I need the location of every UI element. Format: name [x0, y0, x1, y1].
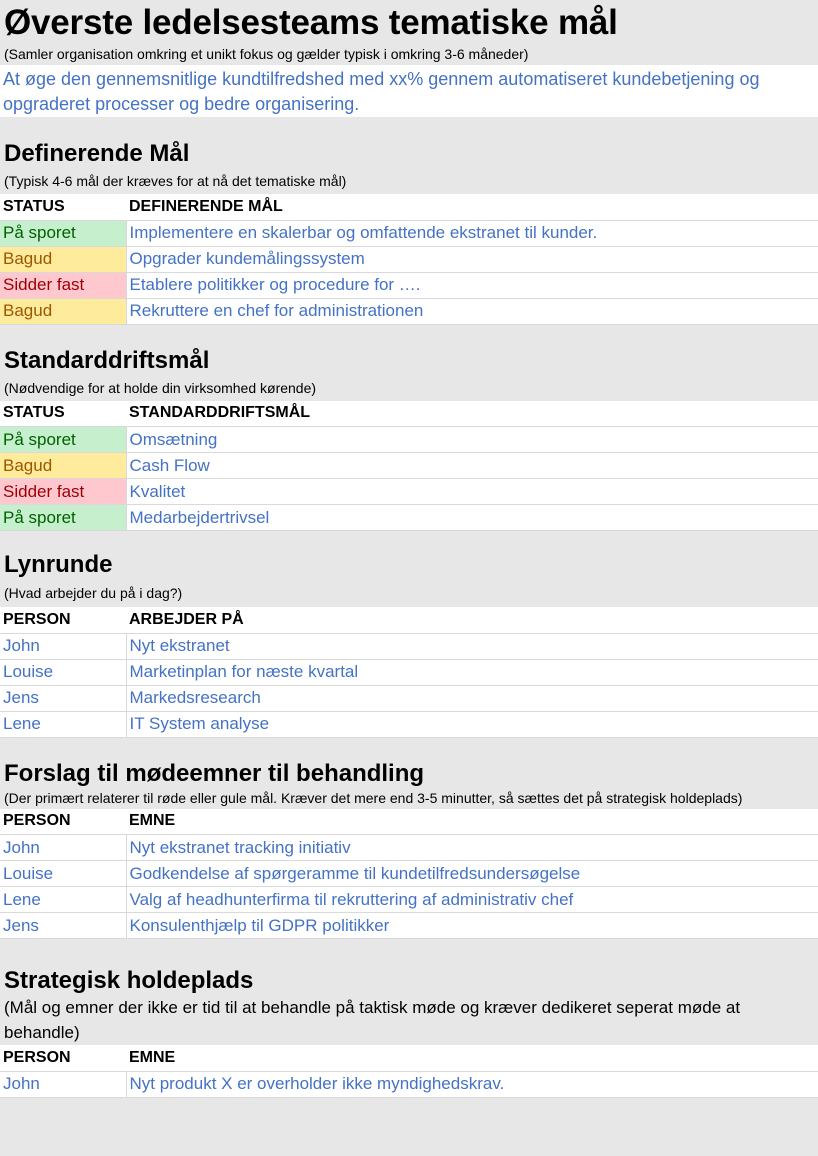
meeting-topics-table	[0, 809, 818, 940]
goal-cell[interactable]: Etablere politikker og procedure for ….	[126, 272, 818, 298]
table-header-row	[0, 607, 818, 633]
column-header-person: PERSON	[0, 809, 126, 835]
theme-header	[0, 0, 818, 65]
section-heading: Definerende Mål	[4, 140, 190, 167]
goal-cell[interactable]: Rekruttere en chef for administrationen	[126, 298, 818, 324]
topic-cell[interactable]: Konsulenthjælp til GDPR politikker	[126, 913, 818, 939]
table-header-row	[0, 194, 818, 220]
person-cell[interactable]: Jens	[0, 685, 126, 711]
strategic-parking-table	[0, 1045, 818, 1098]
goal-cell[interactable]: Kvalitet	[126, 479, 818, 505]
table-row	[0, 427, 818, 453]
person-cell[interactable]: Louise	[0, 659, 126, 685]
spacer	[0, 531, 818, 551]
task-cell[interactable]: Nyt ekstranet	[126, 633, 818, 659]
table-row	[0, 453, 818, 479]
status-cell[interactable]: På sporet	[0, 427, 126, 453]
goal-cell[interactable]: Opgrader kundemålingssystem	[126, 246, 818, 272]
topic-cell[interactable]: Godkendelse af spørgeramme til kundetilfredsundersøgelse	[126, 861, 818, 887]
column-header-goal: STANDARDDRIFTSMÅL	[126, 401, 818, 427]
person-cell[interactable]: Lene	[0, 887, 126, 913]
spacer	[0, 738, 818, 760]
column-header-person: PERSON	[0, 607, 126, 633]
topic-cell[interactable]: Nyt produkt X er overholder ikke myndighedskrav.	[126, 1071, 818, 1097]
goal-cell[interactable]: Medarbejdertrivsel	[126, 505, 818, 531]
section-heading: Lynrunde	[4, 551, 113, 578]
table-row	[0, 479, 818, 505]
status-cell[interactable]: Sidder fast	[0, 479, 126, 505]
task-cell[interactable]: IT System analyse	[126, 711, 818, 737]
person-cell[interactable]: John	[0, 835, 126, 861]
table-row	[0, 711, 818, 737]
column-header-status: STATUS	[0, 194, 126, 220]
person-cell[interactable]: Louise	[0, 861, 126, 887]
theme-goal-text[interactable]: At øge den gennemsnitlige kundtilfredshed med xx% gennem automatiseret kundebetjening og opgraderet processer og bedre organisering.	[0, 65, 818, 117]
topic-cell[interactable]: Valg af headhunterfirma til rekruttering af administrativ chef	[126, 887, 818, 913]
person-cell[interactable]: Jens	[0, 913, 126, 939]
table-row	[0, 835, 818, 861]
lightning-round-header	[0, 551, 818, 607]
status-cell[interactable]: Bagud	[0, 246, 126, 272]
task-cell[interactable]: Markedsresearch	[126, 685, 818, 711]
status-cell[interactable]: På sporet	[0, 220, 126, 246]
column-header-topic: EMNE	[126, 809, 818, 835]
table-row	[0, 887, 818, 913]
table-header-row	[0, 1045, 818, 1071]
section-note: (Der primært relaterer til røde eller gule mål. Kræver det mere end 3-5 minutter, så sættes det på strategisk holdeplads)	[4, 789, 743, 806]
defining-goals-table	[0, 194, 818, 325]
meeting-topics-header	[0, 760, 818, 809]
section-heading: Standarddriftsmål	[4, 346, 210, 374]
section-note: (Typisk 4-6 mål der kræves for at nå det tematiske mål)	[4, 173, 347, 189]
goal-cell[interactable]: Implementere en skalerbar og omfattende ekstranet til kunder.	[126, 220, 818, 246]
table-row	[0, 220, 818, 246]
status-cell[interactable]: Bagud	[0, 298, 126, 324]
person-cell[interactable]: John	[0, 633, 126, 659]
theme-note: (Samler organisation omkring et unikt fokus og gælder typisk i omkring 3-6 måneder)	[4, 46, 529, 62]
column-header-person: PERSON	[0, 1045, 126, 1071]
column-header-goal: DEFINERENDE MÅL	[126, 194, 818, 220]
status-cell[interactable]: På sporet	[0, 505, 126, 531]
standard-goals-header	[0, 347, 818, 401]
column-header-topic: EMNE	[126, 1045, 818, 1071]
table-header-row	[0, 401, 818, 427]
section-note: (Mål og emner der ikke er tid til at behandle på taktisk møde og kræver dedikeret seperat møde at behandle)	[4, 998, 741, 1042]
table-row	[0, 1071, 818, 1097]
table-header-row	[0, 809, 818, 835]
table-row	[0, 633, 818, 659]
task-cell[interactable]: Marketinplan for næste kvartal	[126, 659, 818, 685]
section-note: (Nødvendige for at holde din virksomhed kørende)	[4, 379, 317, 396]
table-row	[0, 272, 818, 298]
person-cell[interactable]: John	[0, 1071, 126, 1097]
section-note: (Hvad arbejder du på i dag?)	[4, 585, 183, 601]
table-row	[0, 659, 818, 685]
goal-cell[interactable]: Omsætning	[126, 427, 818, 453]
spacer	[0, 117, 818, 140]
column-header-status: STATUS	[0, 401, 126, 427]
table-row	[0, 505, 818, 531]
column-header-working-on: ARBEJDER PÅ	[126, 607, 818, 633]
spacer	[0, 325, 818, 347]
page-title: Øverste ledelsesteams tematiske mål	[4, 3, 618, 42]
spacer	[0, 939, 818, 967]
defining-goals-header	[0, 140, 818, 194]
section-heading: Strategisk holdeplads	[4, 967, 254, 994]
person-cell[interactable]: Lene	[0, 711, 126, 737]
table-row	[0, 861, 818, 887]
table-row	[0, 246, 818, 272]
lightning-round-table	[0, 607, 818, 738]
table-row	[0, 685, 818, 711]
standard-goals-table	[0, 401, 818, 532]
table-row	[0, 913, 818, 939]
status-cell[interactable]: Sidder fast	[0, 272, 126, 298]
topic-cell[interactable]: Nyt ekstranet tracking initiativ	[126, 835, 818, 861]
table-row	[0, 298, 818, 324]
status-cell[interactable]: Bagud	[0, 453, 126, 479]
section-heading: Forslag til mødeemner til behandling	[4, 759, 425, 787]
goal-cell[interactable]: Cash Flow	[126, 453, 818, 479]
strategic-parking-header	[0, 967, 818, 1045]
